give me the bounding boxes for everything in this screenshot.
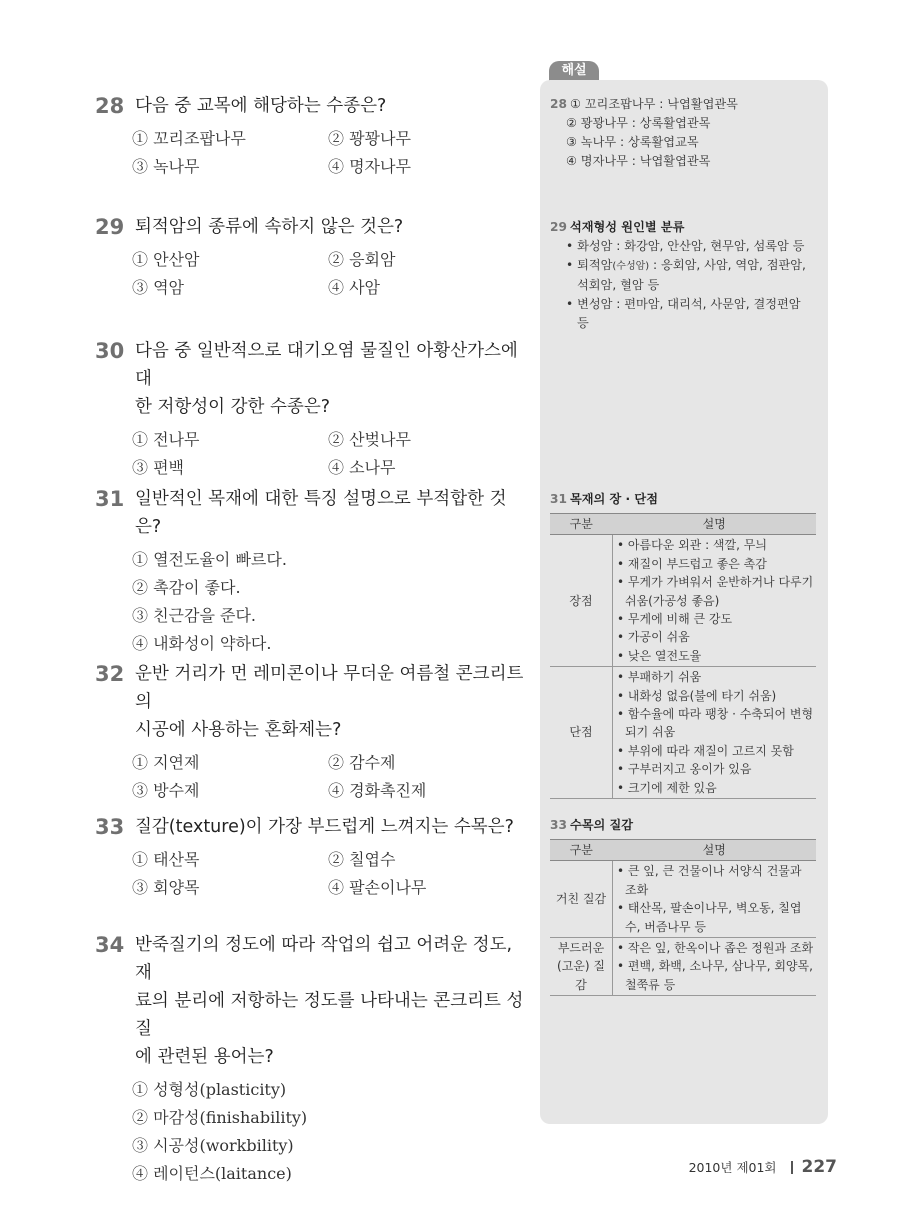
option-2: ② 감수제 xyxy=(328,753,396,772)
question-number: 33 xyxy=(95,815,125,839)
question-number: 30 xyxy=(95,339,125,363)
question-text xyxy=(135,660,525,744)
question-33 xyxy=(95,813,525,901)
table-row xyxy=(550,667,816,799)
explanation-33 xyxy=(550,816,822,996)
option-2: ② 촉감이 좋다. xyxy=(132,578,241,597)
table-bullet: • 작은 잎, 한옥이나 좁은 정원과 조화 xyxy=(617,941,814,956)
option-3: ③ 시공성(workbility) xyxy=(132,1136,294,1155)
option-2: ② 칠엽수 xyxy=(328,850,396,869)
table-bullet: • 함수율에 따라 팽창 · 수축되어 변형되기 쉬움 xyxy=(617,707,814,740)
explanation-bullet-cont: 등 xyxy=(577,316,589,330)
table-bullet: • 무게에 비해 큰 강도 xyxy=(617,612,733,627)
option-4: ④ 명자나무 xyxy=(328,157,411,176)
table-bullet: • 크기에 제한 있음 xyxy=(617,780,717,795)
table-cell-category: 거친 질감 xyxy=(550,861,613,938)
question-text xyxy=(135,931,525,1071)
explanation-number: 28 xyxy=(550,97,567,111)
exam-label: 2010년 제01회 xyxy=(688,1160,777,1175)
option-1: ① 태산목 xyxy=(132,850,200,869)
table-header-category: 구분 xyxy=(550,514,613,535)
table-bullet: • 재질이 부드럽고 좋은 촉감 xyxy=(617,556,767,571)
question-32 xyxy=(95,660,525,804)
option-1: ① 전나무 xyxy=(132,430,200,449)
explanation-bullet-cont: 석회암, 혈암 등 xyxy=(577,278,660,292)
table-bullet: • 큰 잎, 큰 건물이나 서양식 건물과 조화 xyxy=(617,864,802,897)
option-2: ② 산벚나무 xyxy=(328,430,411,449)
table-bullet: • 낮은 열전도율 xyxy=(617,648,702,663)
question-34 xyxy=(95,931,525,1187)
table-cell-category: 장점 xyxy=(550,535,613,667)
question-text: 다음 중 교목에 해당하는 수종은? xyxy=(135,96,387,116)
option-1: ① 열전도율이 빠르다. xyxy=(132,550,287,569)
explanation-bullet xyxy=(550,256,822,276)
explanation-text: : 응회암, 사암, 역암, 점판암, xyxy=(649,258,806,272)
option-4: ④ 내화성이 약하다. xyxy=(132,634,272,653)
table-row xyxy=(550,535,816,667)
table-header-category: 구분 xyxy=(550,840,613,861)
explanation-number: 29 xyxy=(550,220,567,234)
explanation-line: ① 꼬리조팝나무 : 낙엽활엽관목 xyxy=(569,97,738,111)
explanation-line: ③ 녹나무 : 상록활엽교목 xyxy=(566,135,699,149)
explanation-number: 31 xyxy=(550,492,567,506)
option-4: ④ 소나무 xyxy=(328,458,396,477)
option-2: ② 꽝꽝나무 xyxy=(328,129,411,148)
question-30 xyxy=(95,337,525,481)
footer-divider xyxy=(791,1161,793,1174)
option-3: ③ 회양목 xyxy=(132,878,200,897)
option-4: ④ 레이턴스(laitance) xyxy=(132,1164,292,1183)
option-4: ④ 경화촉진제 xyxy=(328,781,427,800)
question-text: 일반적인 목재에 대한 특징 설명으로 부적합한 것은? xyxy=(135,489,507,537)
table-bullet: • 아름다운 외관 : 색깔, 무늬 xyxy=(617,538,767,553)
option-3: ③ 친근감을 준다. xyxy=(132,606,256,625)
table-header-description: 설명 xyxy=(613,840,817,861)
explanation-line: ④ 명자나무 : 낙엽활엽관목 xyxy=(566,154,711,168)
table-bullet: • 무게가 가벼워서 운반하거나 다루기 쉬움(가공성 좋음) xyxy=(617,575,814,608)
table-cell-description xyxy=(613,535,817,667)
table-cell-description xyxy=(613,667,817,799)
explanation-bullet: • 화성암 : 화강암, 안산암, 현무암, 섬록암 등 xyxy=(566,239,805,253)
question-text-line: 시공에 사용하는 혼화제는? xyxy=(135,720,342,740)
question-text-line: 한 저항성이 강한 수종은? xyxy=(135,397,331,417)
table-cell-category: 단점 xyxy=(550,667,613,799)
explanation-title: 목재의 장 · 단점 xyxy=(569,492,658,506)
table-bullet: • 편백, 화백, 소나무, 삼나무, 회양목, 철쭉류 등 xyxy=(617,959,813,992)
page-number: 227 xyxy=(801,1157,837,1177)
explanation-text: • 퇴적암 xyxy=(566,258,613,272)
table-cell-category: 부드러운 (고운) 질감 xyxy=(550,938,613,996)
question-text xyxy=(135,337,525,421)
texture-table xyxy=(550,839,816,996)
explanation-line: ② 꽝꽝나무 : 상록활엽관목 xyxy=(566,116,711,130)
question-29 xyxy=(95,213,525,301)
option-4: ④ 팔손이나무 xyxy=(328,878,427,897)
option-3: ③ 편백 xyxy=(132,458,184,477)
question-text-line: 반죽질기의 정도에 따라 작업의 쉽고 어려운 정도, 재 xyxy=(135,935,513,983)
question-number: 32 xyxy=(95,662,125,686)
explanation-28 xyxy=(550,95,822,171)
explanation-29 xyxy=(550,218,822,333)
question-text-line: 에 관련된 용어는? xyxy=(135,1047,274,1067)
table-row xyxy=(550,938,816,996)
option-1: ① 꼬리조팝나무 xyxy=(132,129,246,148)
question-text-line: 료의 분리에 저항하는 정도를 나타내는 콘크리트 성질 xyxy=(135,991,524,1039)
question-text-line: 다음 중 일반적으로 대기오염 물질인 아황산가스에 대 xyxy=(135,341,518,389)
option-3: ③ 방수제 xyxy=(132,781,200,800)
table-header-description: 설명 xyxy=(613,514,817,535)
explanation-tab: 해설 xyxy=(549,61,599,81)
explanation-bullet: • 변성암 : 편마암, 대리석, 사문암, 결정편암 xyxy=(566,297,801,311)
question-number: 34 xyxy=(95,933,125,957)
question-number: 29 xyxy=(95,215,125,239)
question-28 xyxy=(95,92,525,180)
explanation-number: 33 xyxy=(550,818,567,832)
question-number: 31 xyxy=(95,487,125,511)
question-31 xyxy=(95,485,525,657)
table-cell-description xyxy=(613,938,817,996)
option-2: ② 응회암 xyxy=(328,250,396,269)
table-bullet: • 부위에 따라 재질이 고르지 못함 xyxy=(617,743,794,758)
option-4: ④ 사암 xyxy=(328,278,380,297)
table-bullet: • 구부러지고 옹이가 있음 xyxy=(617,762,752,777)
table-bullet: • 태산목, 팔손이나무, 벽오동, 칠엽수, 버즘나무 등 xyxy=(617,901,802,934)
explanation-title: 수목의 질감 xyxy=(569,818,634,832)
question-number: 28 xyxy=(95,94,125,118)
option-3: ③ 역암 xyxy=(132,278,184,297)
option-1: ① 안산암 xyxy=(132,250,200,269)
table-row xyxy=(550,861,816,938)
table-bullet: • 부패하기 쉬움 xyxy=(617,670,702,685)
question-text: 퇴적암의 종류에 속하지 않은 것은? xyxy=(135,217,404,237)
table-bullet: • 가공이 쉬움 xyxy=(617,630,690,645)
option-2: ② 마감성(finishability) xyxy=(132,1108,308,1127)
explanation-title: 석재형성 원인별 분류 xyxy=(569,220,685,234)
explanation-note: (수성암) xyxy=(612,261,650,272)
wood-pros-cons-table xyxy=(550,513,816,799)
option-3: ③ 녹나무 xyxy=(132,157,200,176)
table-cell-description xyxy=(613,861,817,938)
explanation-31 xyxy=(550,490,822,799)
page-footer xyxy=(689,1157,837,1177)
table-bullet: • 내화성 없음(불에 타기 쉬움) xyxy=(617,688,777,703)
option-1: ① 성형성(plasticity) xyxy=(132,1080,287,1099)
question-text: 질감(texture)이 가장 부드럽게 느껴지는 수목은? xyxy=(135,817,514,837)
option-1: ① 지연제 xyxy=(132,753,200,772)
question-text-line: 운반 거리가 먼 레미콘이나 무더운 여름철 콘크리트의 xyxy=(135,664,524,712)
